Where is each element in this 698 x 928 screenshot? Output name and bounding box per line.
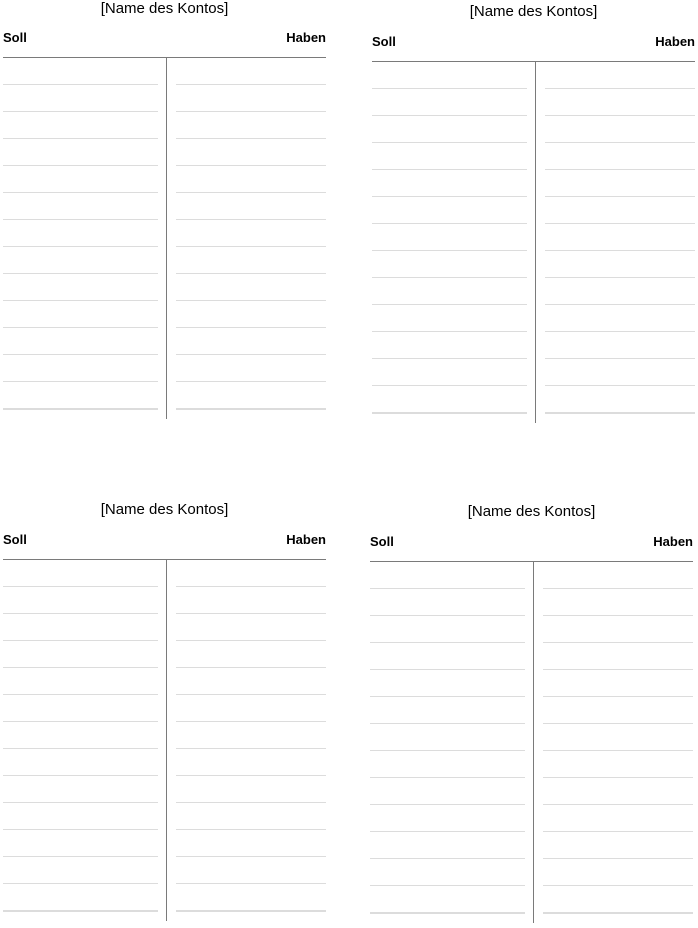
debit-ruling-line xyxy=(370,588,525,589)
debit-header: Soll xyxy=(3,532,27,547)
debit-ruling-line xyxy=(3,138,158,139)
credit-ruling-line xyxy=(543,804,693,805)
account-divider xyxy=(166,560,167,921)
account-top-line xyxy=(3,57,326,58)
credit-ruling-line xyxy=(543,885,693,886)
credit-ruling-line xyxy=(176,613,326,614)
account-title: [Name des Kontos] xyxy=(469,3,598,20)
debit-ruling-line xyxy=(3,409,158,410)
t-account xyxy=(3,0,326,422)
account-divider xyxy=(166,58,167,419)
debit-ruling-line xyxy=(370,696,525,697)
debit-ruling-line xyxy=(3,273,158,274)
t-account xyxy=(3,501,326,925)
credit-ruling-line xyxy=(176,856,326,857)
credit-ruling-line xyxy=(176,111,326,112)
credit-ruling-line xyxy=(176,911,326,912)
debit-ruling-line xyxy=(372,413,527,414)
credit-ruling-line xyxy=(545,250,695,251)
credit-ruling-line xyxy=(176,327,326,328)
debit-ruling-line xyxy=(370,723,525,724)
debit-ruling-line xyxy=(3,640,158,641)
debit-ruling-line xyxy=(370,777,525,778)
credit-ruling-line xyxy=(543,723,693,724)
debit-ruling-line xyxy=(3,219,158,220)
debit-ruling-line xyxy=(3,300,158,301)
credit-ruling-line xyxy=(176,721,326,722)
credit-ruling-line xyxy=(545,331,695,332)
debit-ruling-line xyxy=(370,750,525,751)
debit-ruling-line xyxy=(3,911,158,912)
account-divider xyxy=(535,62,536,423)
debit-ruling-line xyxy=(3,775,158,776)
account-title: [Name des Kontos] xyxy=(467,503,596,520)
credit-ruling-line xyxy=(543,669,693,670)
credit-header: Haben xyxy=(655,34,695,49)
debit-ruling-line xyxy=(3,586,158,587)
credit-header: Haben xyxy=(286,30,326,45)
debit-ruling-line xyxy=(3,748,158,749)
debit-ruling-line xyxy=(3,667,158,668)
credit-ruling-line xyxy=(176,775,326,776)
credit-ruling-line xyxy=(545,169,695,170)
credit-ruling-line xyxy=(176,586,326,587)
debit-ruling-line xyxy=(372,196,527,197)
debit-ruling-line xyxy=(372,250,527,251)
credit-header: Haben xyxy=(653,534,693,549)
debit-ruling-line xyxy=(370,615,525,616)
credit-ruling-line xyxy=(545,223,695,224)
credit-ruling-line xyxy=(176,667,326,668)
debit-ruling-line xyxy=(372,169,527,170)
debit-header: Soll xyxy=(370,534,394,549)
account-title: [Name des Kontos] xyxy=(100,0,229,17)
credit-ruling-line xyxy=(545,115,695,116)
credit-ruling-line xyxy=(545,277,695,278)
credit-ruling-line xyxy=(545,385,695,386)
credit-ruling-line xyxy=(545,304,695,305)
t-account xyxy=(372,3,695,425)
credit-ruling-line xyxy=(176,694,326,695)
debit-ruling-line xyxy=(3,802,158,803)
account-top-line xyxy=(3,559,326,560)
credit-ruling-line xyxy=(176,829,326,830)
credit-ruling-line xyxy=(543,858,693,859)
debit-ruling-line xyxy=(372,358,527,359)
debit-ruling-line xyxy=(370,669,525,670)
debit-ruling-line xyxy=(370,804,525,805)
credit-ruling-line xyxy=(543,913,693,914)
debit-ruling-line xyxy=(3,856,158,857)
credit-ruling-line xyxy=(543,588,693,589)
debit-ruling-line xyxy=(370,913,525,914)
account-divider xyxy=(533,562,534,923)
debit-ruling-line xyxy=(370,642,525,643)
credit-ruling-line xyxy=(176,640,326,641)
credit-ruling-line xyxy=(176,84,326,85)
account-top-line xyxy=(370,561,693,562)
debit-ruling-line xyxy=(372,385,527,386)
debit-ruling-line xyxy=(3,111,158,112)
credit-ruling-line xyxy=(543,696,693,697)
debit-ruling-line xyxy=(3,613,158,614)
debit-ruling-line xyxy=(370,885,525,886)
account-top-line xyxy=(372,61,695,62)
credit-ruling-line xyxy=(545,196,695,197)
debit-ruling-line xyxy=(3,883,158,884)
debit-header: Soll xyxy=(3,30,27,45)
debit-ruling-line xyxy=(372,277,527,278)
t-account xyxy=(370,503,693,927)
credit-ruling-line xyxy=(176,192,326,193)
credit-ruling-line xyxy=(176,409,326,410)
credit-ruling-line xyxy=(176,300,326,301)
credit-ruling-line xyxy=(176,165,326,166)
credit-ruling-line xyxy=(545,413,695,414)
credit-ruling-line xyxy=(176,381,326,382)
credit-ruling-line xyxy=(545,88,695,89)
credit-ruling-line xyxy=(176,219,326,220)
debit-header: Soll xyxy=(372,34,396,49)
debit-ruling-line xyxy=(3,165,158,166)
debit-ruling-line xyxy=(370,858,525,859)
credit-ruling-line xyxy=(543,777,693,778)
debit-ruling-line xyxy=(3,721,158,722)
credit-ruling-line xyxy=(543,831,693,832)
debit-ruling-line xyxy=(3,192,158,193)
account-title: [Name des Kontos] xyxy=(100,501,229,518)
credit-ruling-line xyxy=(545,142,695,143)
debit-ruling-line xyxy=(372,304,527,305)
debit-ruling-line xyxy=(370,831,525,832)
credit-ruling-line xyxy=(543,750,693,751)
debit-ruling-line xyxy=(3,327,158,328)
debit-ruling-line xyxy=(372,115,527,116)
debit-ruling-line xyxy=(3,381,158,382)
debit-ruling-line xyxy=(3,694,158,695)
debit-ruling-line xyxy=(372,223,527,224)
debit-ruling-line xyxy=(372,331,527,332)
credit-ruling-line xyxy=(176,802,326,803)
credit-ruling-line xyxy=(543,615,693,616)
credit-ruling-line xyxy=(176,748,326,749)
debit-ruling-line xyxy=(3,829,158,830)
debit-ruling-line xyxy=(3,84,158,85)
debit-ruling-line xyxy=(372,88,527,89)
credit-ruling-line xyxy=(176,138,326,139)
debit-ruling-line xyxy=(3,354,158,355)
credit-ruling-line xyxy=(176,354,326,355)
debit-ruling-line xyxy=(372,142,527,143)
debit-ruling-line xyxy=(3,246,158,247)
credit-ruling-line xyxy=(543,642,693,643)
credit-header: Haben xyxy=(286,532,326,547)
credit-ruling-line xyxy=(176,883,326,884)
credit-ruling-line xyxy=(176,246,326,247)
credit-ruling-line xyxy=(545,358,695,359)
credit-ruling-line xyxy=(176,273,326,274)
